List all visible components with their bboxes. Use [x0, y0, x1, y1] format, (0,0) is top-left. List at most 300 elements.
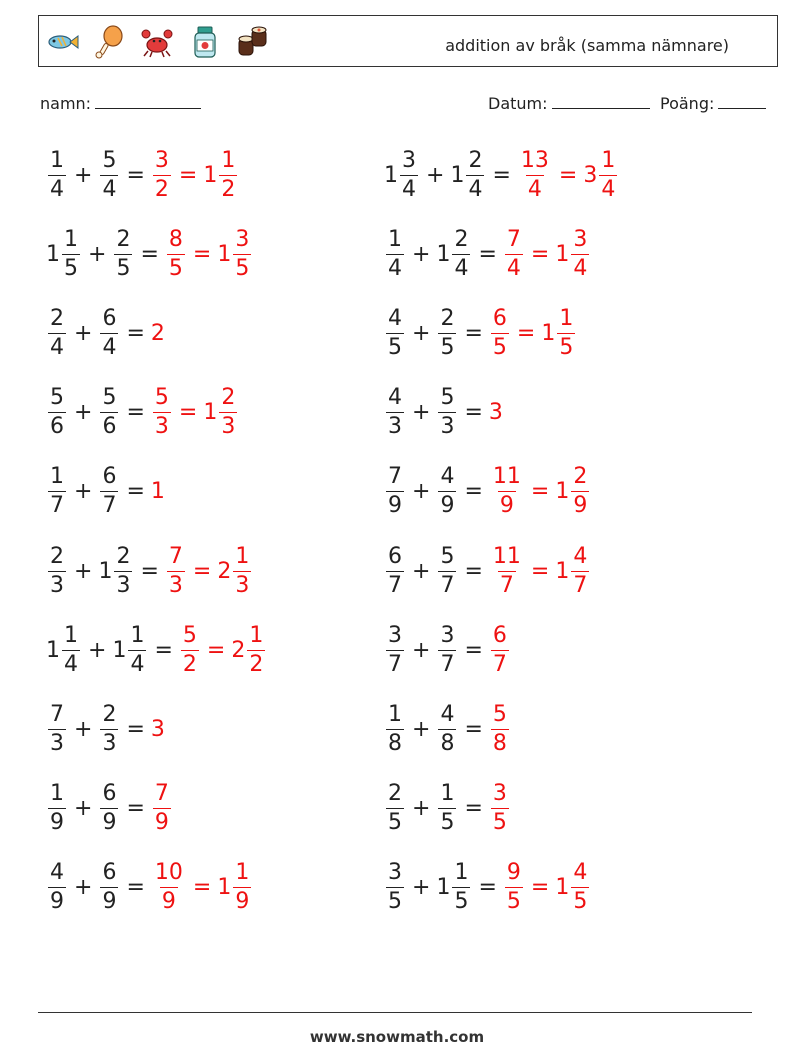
addend-b-numerator: 2	[468, 147, 483, 173]
addend-b-denominator: 5	[116, 255, 131, 281]
addend-b-denominator: 5	[440, 334, 455, 360]
addend-b-numerator: 5	[102, 147, 117, 173]
addend-a-denominator: 5	[388, 889, 402, 915]
addend-b-fraction	[438, 783, 456, 834]
addend-b-numerator: 6	[102, 305, 117, 331]
answer-improper-fraction	[491, 466, 523, 517]
addend-a-numerator: 4	[388, 385, 402, 411]
addend-a-fraction	[62, 226, 80, 281]
answer-mixed-fraction	[219, 147, 237, 202]
equals-sign: =	[126, 716, 145, 742]
answer-improper-denominator: 4	[527, 176, 542, 202]
equals-sign: =	[464, 320, 483, 346]
problem-item	[384, 145, 619, 205]
addend-a-numerator: 6	[388, 543, 402, 569]
answer-improper-numerator: 7	[506, 226, 521, 252]
addend-b-denominator: 4	[130, 651, 145, 677]
answer-improper-fraction	[491, 783, 509, 834]
answer-mixed-fraction	[571, 226, 589, 281]
addend-b-denominator: 7	[102, 493, 117, 519]
addend-b-fraction	[114, 543, 132, 598]
addend-a-numerator: 2	[388, 781, 402, 807]
answer-improper-fraction	[181, 622, 199, 677]
addend-b-denominator: 8	[440, 730, 455, 756]
answer-mixed-whole: 3	[583, 162, 598, 188]
equals-sign: =	[478, 241, 497, 267]
addend-a-denominator: 3	[50, 572, 64, 598]
addend-b-numerator: 4	[440, 464, 455, 490]
answer-improper-fraction	[153, 862, 185, 913]
addend-b-numerator: 2	[440, 305, 455, 331]
addend-a-fraction	[386, 466, 404, 517]
answer-mixed-whole: 1	[203, 400, 218, 426]
answer-mixed-denominator: 9	[573, 493, 588, 519]
answer	[489, 543, 591, 598]
answer-mixed-fraction	[233, 862, 251, 913]
addend-a-fraction	[48, 543, 66, 598]
answer-improper-fraction	[505, 862, 523, 913]
addend-a-fraction	[386, 622, 404, 677]
jam-jar-icon	[187, 24, 223, 60]
plus-sign: +	[74, 479, 93, 505]
addend-b-fraction	[100, 466, 118, 517]
answer-improper-numerator: 3	[492, 781, 507, 807]
answer-mixed-whole: 1	[555, 479, 570, 505]
answer-mixed-numerator: 1	[235, 543, 250, 569]
addend-a-fraction	[386, 862, 404, 913]
answer-equals-sign: =	[192, 875, 212, 901]
problem-item	[46, 858, 253, 918]
addend-a-numerator: 1	[388, 226, 402, 252]
addend-b-fraction	[438, 701, 456, 756]
problem-item	[46, 541, 253, 601]
addend-b-numerator: 5	[440, 543, 455, 569]
date-label: Datum:	[488, 94, 548, 113]
addend-a-numerator: 2	[50, 543, 64, 569]
addend-b-denominator: 3	[116, 572, 131, 598]
answer-improper-denominator: 3	[168, 572, 183, 598]
addend-b-numerator: 1	[440, 781, 455, 807]
addend-b-fraction	[438, 305, 456, 360]
answer-whole: 2	[150, 320, 165, 346]
answer	[517, 147, 619, 202]
plus-sign: +	[74, 558, 93, 584]
answer-equals-sign: =	[178, 162, 198, 188]
addend-a-denominator: 7	[388, 651, 402, 677]
score-label: Poäng:	[660, 94, 715, 113]
chicken-leg-icon	[91, 24, 127, 60]
problem-item	[384, 383, 503, 443]
answer	[489, 305, 577, 360]
answer-improper-numerator: 5	[182, 622, 197, 648]
addend-a-denominator: 9	[50, 810, 64, 836]
name-field	[40, 94, 201, 113]
answer	[151, 783, 173, 834]
answer-mixed-whole: 1	[555, 875, 570, 901]
addend-b-fraction	[438, 622, 456, 677]
plus-sign: +	[74, 796, 93, 822]
plus-sign: +	[412, 320, 431, 346]
problem-item	[384, 462, 591, 522]
equals-sign: =	[464, 637, 483, 663]
addend-b-numerator: 2	[116, 226, 131, 252]
equals-sign: =	[464, 558, 483, 584]
answer-mixed-denominator: 5	[559, 334, 574, 360]
addend-b-fraction	[100, 862, 118, 913]
addend-b-numerator: 2	[102, 701, 117, 727]
addend-b-numerator: 5	[102, 385, 117, 411]
equals-sign: =	[478, 875, 497, 901]
addend-a-numerator: 1	[64, 622, 78, 648]
answer-mixed-fraction	[557, 305, 575, 360]
addend-b-fraction	[114, 226, 132, 281]
addend-b-fraction	[452, 862, 470, 913]
addend-a-numerator: 5	[50, 385, 64, 411]
addend-b-numerator: 2	[454, 226, 469, 252]
equals-sign: =	[140, 241, 159, 267]
answer-improper-fraction	[167, 543, 185, 598]
addend-a-numerator: 1	[64, 226, 78, 252]
header-icons	[43, 24, 271, 60]
answer-improper-fraction	[167, 226, 185, 281]
answer-improper-denominator: 2	[154, 176, 169, 202]
problem-item	[46, 779, 173, 839]
answer-improper-fraction	[153, 147, 171, 202]
addend-b-whole: 1	[112, 637, 127, 663]
addend-a-whole: 1	[384, 162, 398, 188]
addend-a-fraction	[62, 622, 80, 677]
answer-improper-denominator: 4	[506, 255, 521, 281]
answer	[151, 147, 239, 202]
addend-b-denominator: 5	[440, 810, 455, 836]
answer-improper-fraction	[519, 147, 551, 202]
footer-divider	[38, 1012, 752, 1013]
answer-mixed-fraction	[571, 466, 589, 517]
problem-item	[384, 779, 511, 839]
addend-b-denominator: 9	[102, 889, 117, 915]
answer-mixed-whole: 1	[555, 241, 570, 267]
score-field	[660, 94, 766, 113]
answer-mixed-whole: 1	[555, 558, 570, 584]
plus-sign: +	[412, 875, 431, 901]
addend-a-denominator: 6	[50, 414, 64, 440]
addend-a-denominator: 3	[50, 730, 64, 756]
answer-mixed-whole: 1	[217, 241, 232, 267]
addend-a-fraction	[386, 226, 404, 281]
addend-b-fraction	[100, 387, 118, 438]
answer	[151, 321, 165, 346]
equals-sign: =	[126, 400, 145, 426]
addend-a-denominator: 7	[50, 493, 64, 519]
addend-a-numerator: 3	[388, 622, 402, 648]
answer-mixed-numerator: 2	[221, 385, 236, 411]
addend-a-denominator: 9	[50, 889, 64, 915]
equals-sign: =	[126, 796, 145, 822]
equals-sign: =	[126, 479, 145, 505]
answer-equals-sign: =	[192, 241, 212, 267]
answer-mixed-fraction	[219, 387, 237, 438]
answer-mixed-denominator: 3	[235, 572, 250, 598]
addend-b-fraction	[438, 387, 456, 438]
answer	[151, 387, 239, 438]
addend-a-fraction	[48, 466, 66, 517]
addend-a-fraction	[400, 147, 418, 202]
addend-a-denominator: 7	[388, 572, 402, 598]
answer	[151, 862, 253, 913]
answer-improper-numerator: 9	[506, 860, 521, 886]
answer-improper-numerator: 5	[492, 701, 507, 727]
addend-a-denominator: 4	[64, 651, 78, 677]
answer-whole: 1	[150, 479, 165, 505]
answer-equals-sign: =	[530, 479, 550, 505]
answer-mixed-numerator: 3	[573, 226, 588, 252]
equals-sign: =	[126, 875, 145, 901]
answer-improper-numerator: 6	[492, 622, 507, 648]
addend-a-fraction	[48, 387, 66, 438]
equals-sign: =	[464, 479, 483, 505]
addend-a-numerator: 7	[50, 701, 64, 727]
addend-a-whole: 1	[46, 241, 60, 267]
equals-sign: =	[464, 400, 483, 426]
answer-mixed-numerator: 4	[573, 543, 588, 569]
addend-b-denominator: 7	[440, 651, 455, 677]
equals-sign: =	[126, 320, 145, 346]
addend-a-fraction	[48, 862, 66, 913]
addend-b-numerator: 6	[102, 781, 117, 807]
answer-improper-numerator: 7	[168, 543, 183, 569]
answer	[489, 400, 503, 425]
addend-a-whole: 1	[46, 637, 60, 663]
addend-b-fraction	[452, 226, 470, 281]
answer-mixed-whole: 2	[217, 558, 232, 584]
problem-item	[384, 303, 577, 363]
answer-mixed-denominator: 5	[573, 889, 588, 915]
addend-b-denominator: 3	[440, 414, 455, 440]
answer-mixed-fraction	[233, 543, 251, 598]
answer-mixed-numerator: 1	[559, 305, 574, 331]
answer-improper-numerator: 10	[154, 860, 183, 886]
addend-b-fraction	[438, 543, 456, 598]
addend-b-numerator: 6	[102, 860, 117, 886]
answer-improper-denominator: 7	[492, 651, 507, 677]
answer-whole: 3	[150, 716, 165, 742]
addend-b-fraction	[128, 622, 146, 677]
plus-sign: +	[74, 400, 93, 426]
answer-mixed-denominator: 4	[573, 255, 588, 281]
addend-b-whole: 1	[98, 558, 113, 584]
addend-a-numerator: 1	[50, 781, 64, 807]
footer-url: www.snowmath.com	[309, 1028, 485, 1046]
addend-b-denominator: 9	[102, 810, 117, 836]
plus-sign: +	[88, 637, 107, 663]
answer-mixed-denominator: 5	[235, 255, 250, 281]
answer-improper-numerator: 11	[492, 543, 521, 569]
equals-sign: =	[140, 558, 159, 584]
answer-improper-numerator: 8	[168, 226, 183, 252]
name-label: namn:	[40, 94, 92, 113]
answer-improper-denominator: 3	[154, 414, 169, 440]
addend-b-numerator: 2	[116, 543, 131, 569]
score-blank-line[interactable]	[718, 94, 766, 109]
answer-mixed-numerator: 1	[601, 147, 616, 173]
answer-improper-numerator: 5	[154, 385, 169, 411]
answer	[151, 479, 165, 504]
addend-a-fraction	[48, 701, 66, 756]
answer-equals-sign: =	[530, 241, 550, 267]
equals-sign: =	[464, 716, 483, 742]
addend-a-denominator: 8	[388, 730, 402, 756]
date-field	[488, 94, 650, 113]
answer-mixed-numerator: 1	[221, 147, 236, 173]
answer	[503, 226, 591, 281]
addend-a-fraction	[386, 701, 404, 756]
addend-b-fraction	[100, 783, 118, 834]
addend-a-denominator: 4	[50, 176, 64, 202]
answer-mixed-fraction	[233, 226, 251, 281]
answer	[165, 226, 253, 281]
answer-mixed-numerator: 3	[235, 226, 250, 252]
answer-improper-fraction	[491, 543, 523, 598]
answer-improper-denominator: 5	[506, 889, 521, 915]
sushi-rolls-icon	[235, 24, 271, 60]
addend-a-denominator: 5	[388, 810, 402, 836]
answer-whole: 3	[488, 400, 503, 426]
answer-mixed-numerator: 2	[573, 464, 588, 490]
addend-b-denominator: 4	[102, 334, 117, 360]
addend-b-whole: 1	[436, 875, 451, 901]
plus-sign: +	[412, 637, 431, 663]
addend-b-numerator: 1	[454, 860, 469, 886]
addend-b-whole: 1	[450, 162, 465, 188]
addend-b-fraction	[100, 147, 118, 202]
answer-improper-fraction	[491, 701, 509, 756]
plus-sign: +	[412, 479, 431, 505]
problem-item	[384, 699, 511, 759]
answer-improper-fraction	[491, 622, 509, 677]
addend-b-numerator: 6	[102, 464, 117, 490]
answer-mixed-denominator: 3	[221, 414, 236, 440]
addend-a-fraction	[48, 305, 66, 360]
addend-b-denominator: 3	[102, 730, 117, 756]
worksheet-header	[38, 15, 778, 67]
addend-a-numerator: 1	[50, 147, 64, 173]
problem-item	[384, 620, 511, 680]
date-blank-line[interactable]	[552, 94, 650, 109]
answer-equals-sign: =	[516, 320, 536, 346]
addend-a-fraction	[386, 543, 404, 598]
answer-mixed-whole: 1	[541, 320, 556, 346]
answer-mixed-denominator: 9	[235, 889, 250, 915]
addend-a-numerator: 3	[388, 860, 402, 886]
addend-a-denominator: 4	[388, 255, 402, 281]
equals-sign: =	[154, 637, 173, 663]
answer	[489, 783, 511, 834]
fish-icon	[43, 24, 79, 60]
plus-sign: +	[74, 162, 93, 188]
answer	[503, 862, 591, 913]
answer	[165, 543, 253, 598]
addend-b-denominator: 4	[454, 255, 469, 281]
plus-sign: +	[412, 716, 431, 742]
answer-improper-denominator: 7	[499, 572, 514, 598]
answer-mixed-fraction	[571, 543, 589, 598]
answer-equals-sign: =	[192, 558, 212, 584]
addend-a-fraction	[386, 387, 404, 438]
answer-improper-numerator: 3	[154, 147, 169, 173]
addend-b-fraction	[100, 701, 118, 756]
addend-a-numerator: 1	[388, 701, 402, 727]
worksheet-title: addition av bråk (samma nämnare)	[445, 36, 729, 55]
answer-improper-numerator: 6	[492, 305, 507, 331]
addend-b-denominator: 5	[454, 889, 469, 915]
answer-mixed-denominator: 4	[601, 176, 616, 202]
addend-a-denominator: 9	[388, 493, 402, 519]
addend-a-denominator: 5	[64, 255, 78, 281]
addend-a-numerator: 4	[388, 305, 402, 331]
addend-a-denominator: 3	[388, 414, 402, 440]
addend-b-denominator: 7	[440, 572, 455, 598]
problem-item	[384, 858, 591, 918]
addend-a-fraction	[48, 147, 66, 202]
plus-sign: +	[412, 558, 431, 584]
addend-b-fraction	[466, 147, 484, 202]
addend-a-numerator: 1	[50, 464, 64, 490]
answer-improper-numerator: 11	[492, 464, 521, 490]
addend-a-fraction	[386, 783, 404, 834]
problem-item	[384, 541, 591, 601]
answer-improper-fraction	[491, 305, 509, 360]
answer-mixed-denominator: 2	[249, 651, 264, 677]
addend-b-fraction	[100, 305, 118, 360]
crab-icon	[139, 24, 175, 60]
answer-equals-sign: =	[178, 400, 198, 426]
answer-mixed-whole: 2	[231, 637, 246, 663]
addend-a-denominator: 4	[402, 176, 416, 202]
answer-equals-sign: =	[206, 637, 226, 663]
answer-improper-fraction	[153, 783, 171, 834]
addend-b-numerator: 5	[440, 385, 455, 411]
name-blank-line[interactable]	[95, 94, 201, 109]
answer-improper-denominator: 2	[182, 651, 197, 677]
plus-sign: +	[412, 400, 431, 426]
answer-mixed-numerator: 1	[235, 860, 250, 886]
plus-sign: +	[74, 320, 93, 346]
addend-a-fraction	[48, 783, 66, 834]
answer	[489, 466, 591, 517]
addend-a-numerator: 2	[50, 305, 64, 331]
answer-mixed-whole: 1	[203, 162, 218, 188]
answer-equals-sign: =	[530, 558, 550, 584]
answer-improper-numerator: 7	[154, 781, 169, 807]
answer-improper-denominator: 5	[492, 334, 507, 360]
equals-sign: =	[126, 162, 145, 188]
addend-a-denominator: 5	[388, 334, 402, 360]
answer-mixed-denominator: 2	[221, 176, 236, 202]
answer-equals-sign: =	[558, 162, 578, 188]
equals-sign: =	[492, 162, 511, 188]
answer-mixed-fraction	[599, 147, 617, 202]
addend-b-numerator: 4	[440, 701, 455, 727]
problem-item	[46, 145, 239, 205]
answer-mixed-fraction	[247, 622, 265, 677]
answer	[489, 622, 511, 677]
addend-b-denominator: 9	[440, 493, 455, 519]
problem-item	[384, 224, 591, 284]
problem-item	[46, 699, 165, 759]
plus-sign: +	[412, 796, 431, 822]
answer-mixed-fraction	[571, 862, 589, 913]
answer-improper-fraction	[505, 226, 523, 281]
